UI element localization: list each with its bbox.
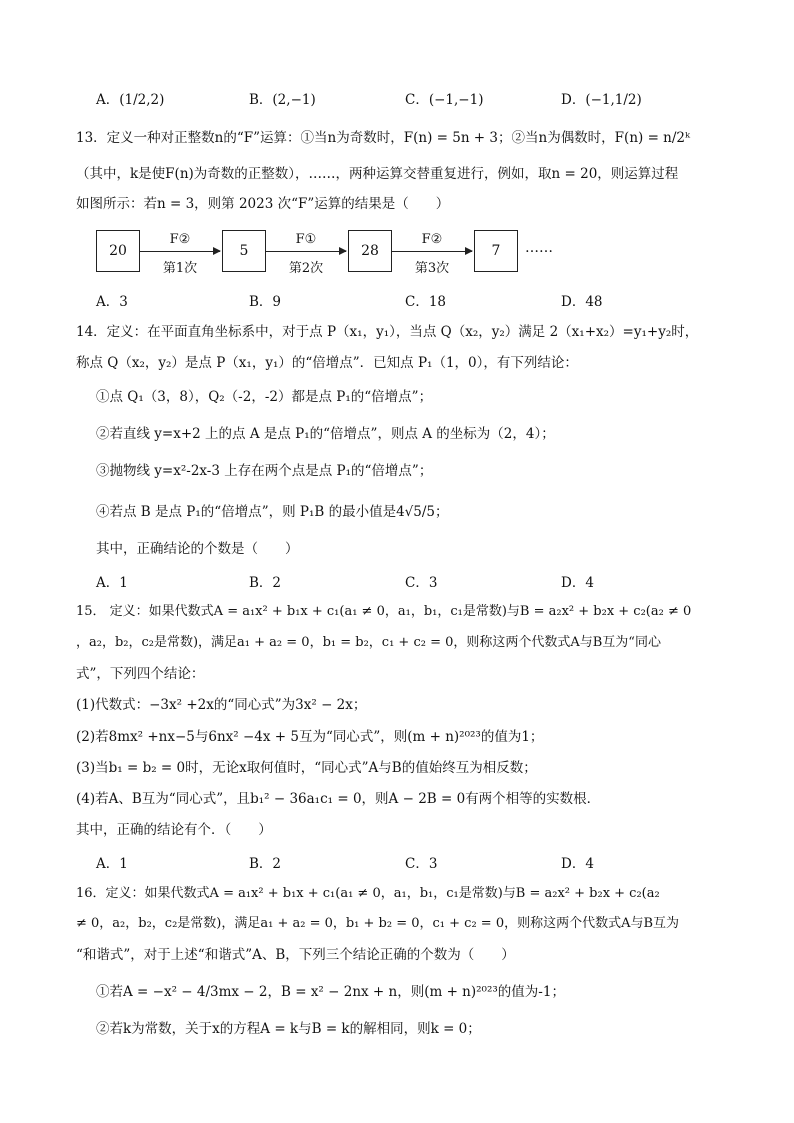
q15-conclusion-1: (1)代数式：−3x² +2x的“同心式”为3x² − 2x； xyxy=(76,697,367,713)
q15-option-b: B．2 xyxy=(249,856,282,872)
flow-ellipsis: …… xyxy=(525,240,553,256)
flow-op-1: F② xyxy=(169,232,191,247)
q14-conclusion-2: ②若直线 y=x+2 上的点 A 是点 P₁的“倍增点”，则点 A 的坐标为（2，4）； xyxy=(96,426,555,442)
q15-options xyxy=(96,852,736,872)
flow-op-3: F② xyxy=(421,232,443,247)
q16-stem-line2: ≠ 0，a₂，b₂，c₂是常数)，满足a₁ + a₂ = 0，b₁ + b₂ = 0，c₁ + c₂ = 0，则称这两个代数式A与B互为 xyxy=(76,916,680,931)
q14-question: 其中，正确结论的个数是（ ） xyxy=(96,541,299,557)
q13-option-b: B．9 xyxy=(249,294,282,310)
q16-stem-line1: 16．定义：如果代数式A = a₁x² + b₁x + c₁(a₁ ≠ 0，a₁，b₁，c₁是常数)与B = a₂x² + b₂x + c₂(a₂ xyxy=(76,886,660,901)
flow-box-3: 28 xyxy=(348,230,392,272)
q13-option-d: D．48 xyxy=(561,294,603,310)
q14-stem-line1: 14．定义：在平面直角坐标系中，对于点 P（x₁，y₁），当点 Q（x₂，y₂）满足 2（x₁+x₂）=y₁+y₂时， xyxy=(76,324,699,340)
q12-option-c: C．(−1,−1) xyxy=(405,92,484,108)
flow-box-4: 7 xyxy=(474,230,518,272)
q12-options xyxy=(96,88,736,108)
q14-option-d: D．4 xyxy=(561,575,594,591)
q15-question: 其中，正确的结论有个．（ ） xyxy=(76,822,272,838)
q16-conclusion-1: ①若A = −x² − 4/3mx − 2，B = x² − 2nx + n，则(m + n)²⁰²³的值为-1； xyxy=(96,984,565,1000)
q15-stem-line2: ，a₂，b₂，c₂是常数)，满足a₁ + a₂ = 0，b₁ = b₂，c₁ + c₂ = 0，则称这两个代数式A与B互为“同心 xyxy=(76,635,661,650)
q14-conclusion-3: ③抛物线 y=x²-2x-3 上存在两个点是点 P₁的“倍增点”； xyxy=(96,463,433,479)
q14-conclusion-1: ①点 Q₁（3，8），Q₂（-2，-2）都是点 P₁的“倍增点”； xyxy=(96,389,433,405)
flow-arrow-2 xyxy=(266,251,346,252)
q15-conclusion-4: (4)若A、B互为“同心式”，且b₁² − 36a₁c₁ = 0，则A − 2B = 0有两个相等的实数根． xyxy=(76,791,601,807)
q14-stem-line2: 称点 Q（x₂，y₂）是点 P（x₁，y₁）的“倍增点”．已知点 P₁（1，0），有下列结论： xyxy=(76,355,578,371)
q14-option-a: A．1 xyxy=(96,575,128,591)
q15-conclusion-2: (2)若8mx² +nx−5与6nx² −4x + 5互为“同心式”，则(m + n)²⁰²³的值为1； xyxy=(76,729,544,745)
q12-option-b: B．(2,−1) xyxy=(249,92,316,108)
flow-step-2: 第2次 xyxy=(288,261,324,276)
q15-option-c: C．3 xyxy=(405,856,438,872)
q16-conclusion-2: ②若k为常数，关于x的方程A = k与B = k的解相同，则k = 0； xyxy=(96,1021,481,1037)
q14-conclusion-4: ④若点 B 是点 P₁的“倍增点”，则 P₁B 的最小值是4√5/5； xyxy=(96,504,449,520)
q13-options xyxy=(96,290,736,310)
flow-box-1: 20 xyxy=(96,230,140,272)
flow-op-2: F① xyxy=(295,232,317,247)
q12-option-d: D．(−1,1/2) xyxy=(561,92,642,108)
q12-option-a: A．(1/2,2) xyxy=(96,92,165,108)
q15-stem-line3: 式”，下列四个结论： xyxy=(76,666,205,682)
flow-arrow-3 xyxy=(392,251,472,252)
q16-stem-line3: “和谐式”，对于上述“和谐式”A、B，下列三个结论正确的个数为（ ） xyxy=(76,947,515,963)
q15-stem-line1: 15． 定义：如果代数式A = a₁x² + b₁x + c₁(a₁ ≠ 0，a₁，b₁，c₁是常数)与B = a₂x² + b₂x + c₂(a₂ ≠ 0 xyxy=(76,604,692,619)
flow-step-1: 第1次 xyxy=(162,261,198,276)
q13-stem-line1: 13．定义一种对正整数n的“F”运算：①当n为奇数时，F(n) = 5n + 3；②当n为偶数时，F(n) = n/2ᵏ xyxy=(76,130,690,146)
q14-option-b: B．2 xyxy=(249,575,282,591)
q15-option-d: D．4 xyxy=(561,856,594,872)
q13-option-a: A．3 xyxy=(96,294,128,310)
flow-step-3: 第3次 xyxy=(414,261,450,276)
q15-conclusion-3: (3)当b₁ = b₂ = 0时，无论x取何值时，“同心式”A与B的值始终互为相反数； xyxy=(76,760,537,776)
q13-stem-line3: 如图所示：若n = 3，则第 2023 次“F”运算的结果是（ ） xyxy=(76,196,450,212)
flow-arrow-1 xyxy=(140,251,220,252)
q14-options xyxy=(96,571,736,591)
q13-stem-line2: （其中，k是使F(n)为奇数的正整数），……，两种运算交替重复进行，例如，取n = 20，则运算过程 xyxy=(76,166,679,182)
q15-option-a: A．1 xyxy=(96,856,128,872)
q14-option-c: C．3 xyxy=(405,575,438,591)
q13-option-c: C．18 xyxy=(405,294,447,310)
flow-box-2: 5 xyxy=(222,230,266,272)
